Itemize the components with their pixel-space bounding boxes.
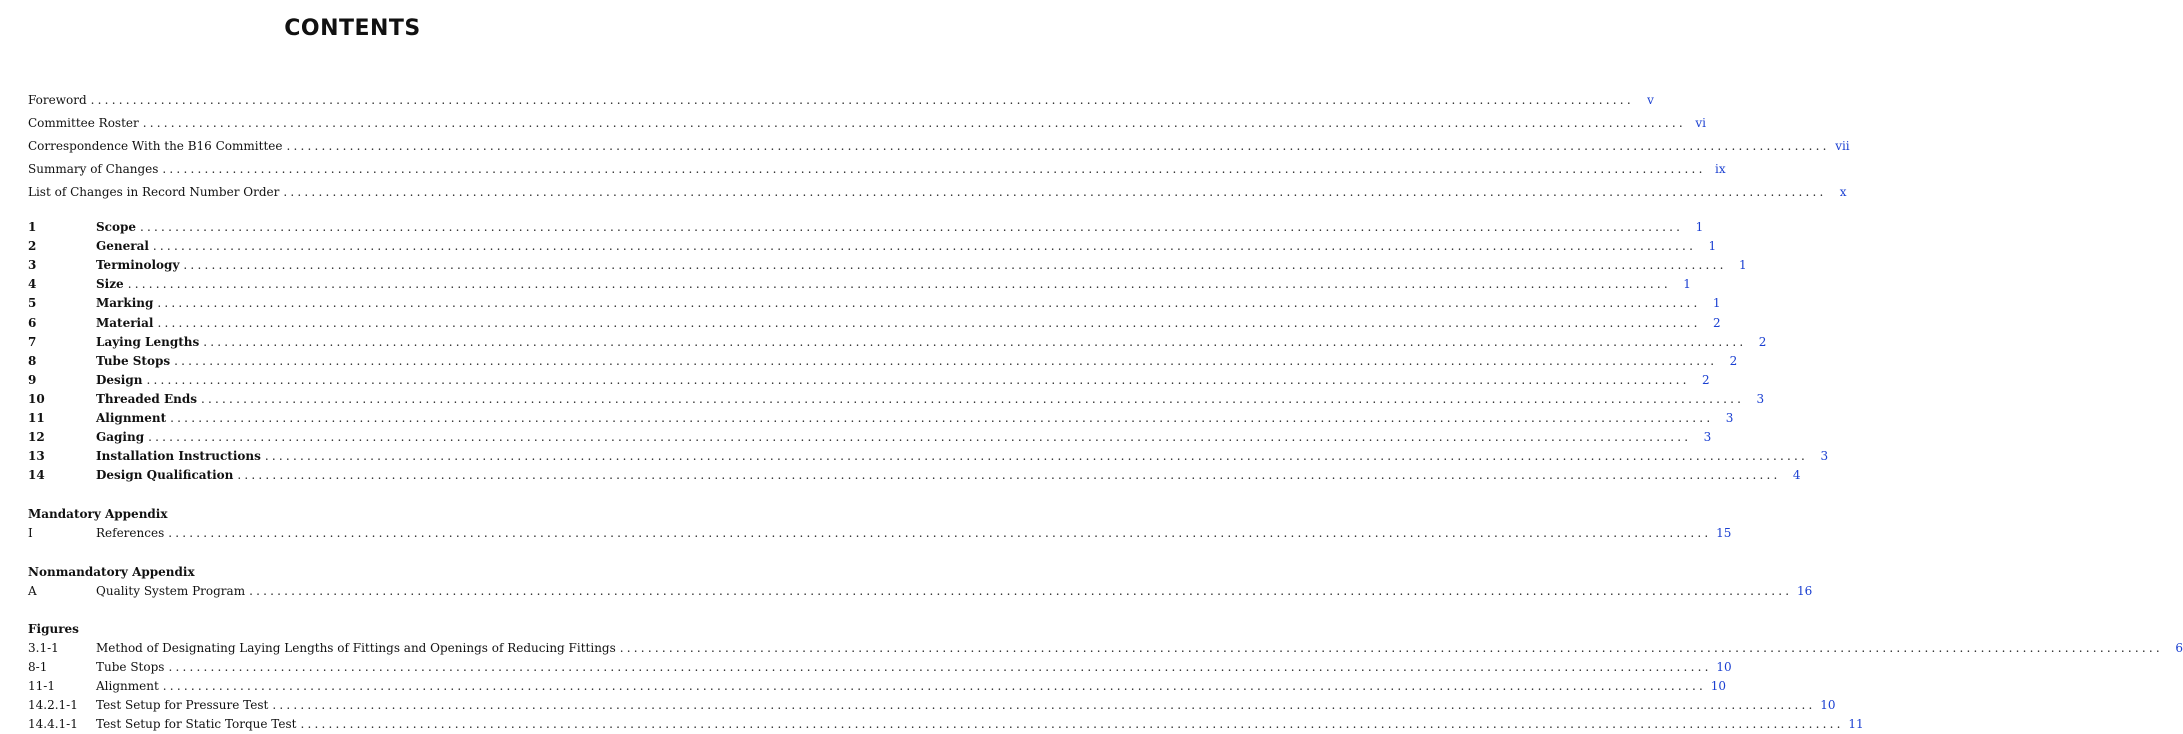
page-number-link[interactable]: 3 <box>1820 449 1829 464</box>
dot-leader: ............................................................................................................................................................................................................................ <box>162 162 1706 176</box>
section-entry[interactable] <box>28 237 1717 256</box>
figure-entry[interactable] <box>28 696 1836 715</box>
dot-leader: ............................................................................................................................................................................................................................ <box>170 411 1714 425</box>
dot-leader: ............................................................................................................................................................................................................................ <box>272 698 1816 712</box>
entry-title[interactable]: General <box>96 239 149 254</box>
entry-title[interactable]: Tube Stops <box>96 353 171 368</box>
page-number-link[interactable]: 11 <box>1848 717 1864 731</box>
dot-leader: ............................................................................................................................................................................................................................ <box>183 258 1727 273</box>
page-number-link[interactable]: x <box>1839 185 1847 199</box>
entry-title[interactable]: Correspondence With the B16 Committee <box>28 139 283 153</box>
section-entry[interactable] <box>28 409 1734 428</box>
section-entry[interactable] <box>28 390 1765 409</box>
entry-number: 4 <box>28 277 37 292</box>
page-number-link[interactable]: vi <box>1695 116 1706 130</box>
entry-title[interactable]: Test Setup for Pressure Test <box>96 698 269 712</box>
section-entry[interactable] <box>28 275 1691 294</box>
figures-heading: Figures <box>28 622 79 636</box>
page-number-link[interactable]: 1 <box>1738 258 1747 273</box>
entry-title[interactable]: Scope <box>96 220 137 234</box>
front-matter-entry[interactable] <box>28 91 1654 110</box>
dot-leader: ............................................................................................................................................................................................................................ <box>249 584 1793 598</box>
section-entry[interactable] <box>28 447 1829 466</box>
entry-number: 9 <box>28 372 37 387</box>
section-entry[interactable] <box>28 314 1721 333</box>
dot-leader: ............................................................................................................................................................................................................................ <box>619 641 2163 655</box>
entry-number: 11 <box>28 411 45 425</box>
section-entry[interactable] <box>28 218 1704 237</box>
dot-leader: ............................................................................................................................................................................................................................ <box>157 296 1701 311</box>
entry-title[interactable]: Tube Stops <box>96 660 165 674</box>
entry-number: 13 <box>28 449 45 464</box>
section-entry[interactable] <box>28 428 1712 447</box>
section-entry[interactable] <box>28 256 1747 275</box>
entry-title[interactable]: Material <box>96 315 154 330</box>
entry-number: 2 <box>28 239 37 254</box>
entry-title[interactable]: Terminology <box>96 258 180 273</box>
entry-number: 11-1 <box>28 679 55 693</box>
page-number-link[interactable]: 3 <box>1725 411 1734 425</box>
entry-title[interactable]: Quality System Program <box>96 584 246 598</box>
entry-number: 8 <box>28 353 37 368</box>
mandatory-appendix-heading: Mandatory Appendix <box>28 507 168 521</box>
section-entry[interactable] <box>28 466 1801 485</box>
dot-leader: ............................................................................................................................................................................................................................ <box>127 277 1671 292</box>
entry-title[interactable]: Threaded Ends <box>96 391 197 406</box>
front-matter-entry[interactable] <box>28 137 1850 156</box>
entry-number: 14 <box>28 468 45 483</box>
section-entry[interactable] <box>28 371 1710 390</box>
figure-entry[interactable] <box>28 677 1726 696</box>
section-entry[interactable] <box>28 352 1738 371</box>
entry-title[interactable]: Alignment <box>96 679 159 693</box>
dot-leader: ............................................................................................................................................................................................................................ <box>283 185 1827 199</box>
page-number-link[interactable]: 15 <box>1716 526 1732 540</box>
page-number-link[interactable]: 1 <box>1695 220 1704 234</box>
dot-leader: ............................................................................................................................................................................................................................ <box>201 391 1745 406</box>
entry-number: 3 <box>28 258 37 273</box>
entry-number: 5 <box>28 296 37 311</box>
entry-number: 14.4.1-1 <box>28 717 78 731</box>
dot-leader: ............................................................................................................................................................................................................................ <box>300 717 1844 731</box>
entry-number: 3.1-1 <box>28 641 59 655</box>
appendix-entry[interactable] <box>28 582 1813 601</box>
page-number-link[interactable]: 1 <box>1708 239 1717 254</box>
dot-leader: ............................................................................................................................................................................................................................ <box>90 93 1634 107</box>
page-number-link[interactable]: 2 <box>1713 315 1721 330</box>
dot-leader: ............................................................................................................................................................................................................................ <box>148 430 1692 445</box>
entry-title[interactable]: Marking <box>96 296 154 311</box>
page-number-link[interactable]: 3 <box>1756 391 1765 406</box>
entry-title[interactable]: List of Changes in Record Number Order <box>28 185 280 199</box>
dot-leader: ............................................................................................................................................................................................................................ <box>174 353 1718 368</box>
page-number-link[interactable]: 2 <box>1729 353 1738 368</box>
front-matter-entry[interactable] <box>28 183 1847 202</box>
page-number-link[interactable]: vii <box>1835 139 1850 153</box>
nonmandatory-appendix-heading: Nonmandatory Appendix <box>28 565 195 579</box>
dot-leader: ............................................................................................................................................................................................................................ <box>203 334 1747 349</box>
entry-title[interactable]: Method of Designating Laying Lengths of Fittings and Openings of Reducing Fittings <box>96 641 616 655</box>
entry-number: 1 <box>28 220 37 234</box>
entry-title[interactable]: Test Setup for Static Torque Test <box>96 717 297 731</box>
page-number-link[interactable]: 2 <box>1702 372 1710 387</box>
dot-leader: ............................................................................................................................................................................................................................ <box>140 220 1684 234</box>
entry-title[interactable]: Foreword <box>28 93 87 107</box>
entry-number: 8-1 <box>28 660 48 674</box>
entry-number: 10 <box>28 391 45 406</box>
dot-leader: ............................................................................................................................................................................................................................ <box>162 679 1706 693</box>
entry-title[interactable]: Design <box>96 372 143 387</box>
entry-number: A <box>28 584 37 598</box>
dot-leader: ............................................................................................................................................................................................................................ <box>168 660 1712 674</box>
front-matter-entry[interactable] <box>28 114 1706 133</box>
page-number-link[interactable]: v <box>1647 93 1654 107</box>
entry-number: 12 <box>28 430 45 445</box>
page-number-link[interactable]: 6 <box>2175 641 2183 655</box>
front-matter-entry[interactable] <box>28 160 1726 179</box>
page-number-link[interactable]: 10 <box>1820 698 1836 712</box>
dot-leader: ............................................................................................................................................................................................................................ <box>286 139 1830 153</box>
entry-title[interactable]: Gaging <box>96 430 145 445</box>
entry-title[interactable]: Installation Instructions <box>96 449 261 464</box>
entry-number: 6 <box>28 315 37 330</box>
page-number-link[interactable]: ix <box>1714 162 1726 176</box>
dot-leader: ............................................................................................................................................................................................................................ <box>168 526 1712 540</box>
page-number-link[interactable]: 16 <box>1796 584 1813 598</box>
page-number-link[interactable]: 10 <box>1710 679 1726 693</box>
entry-title[interactable]: Design Qualification <box>96 468 234 483</box>
entry-title[interactable]: Laying Lengths <box>96 334 200 349</box>
figure-entry[interactable] <box>28 658 1732 677</box>
entry-title[interactable]: References <box>96 526 165 540</box>
dot-leader: ............................................................................................................................................................................................................................ <box>157 315 1701 330</box>
figure-entry[interactable] <box>28 639 2183 658</box>
entry-number: 7 <box>28 334 37 349</box>
dot-leader: ............................................................................................................................................................................................................................ <box>237 468 1781 483</box>
entry-title[interactable]: Committee Roster <box>28 116 139 130</box>
page-number-link[interactable]: 1 <box>1712 296 1721 311</box>
entry-number: 14.2.1-1 <box>28 698 78 712</box>
figure-entry[interactable] <box>28 715 1864 734</box>
entry-title[interactable]: Summary of Changes <box>28 162 159 176</box>
page-number-link[interactable]: 1 <box>1683 277 1691 292</box>
dot-leader: ............................................................................................................................................................................................................................ <box>152 239 1697 254</box>
page-number-link[interactable]: 4 <box>1792 468 1801 483</box>
dot-leader: ............................................................................................................................................................................................................................ <box>146 372 1690 387</box>
entry-title[interactable]: Size <box>96 277 124 292</box>
dot-leader: ............................................................................................................................................................................................................................ <box>264 449 1809 464</box>
page-title: CONTENTS <box>284 16 421 41</box>
section-entry[interactable] <box>28 333 1767 352</box>
page-number-link[interactable]: 10 <box>1716 660 1732 674</box>
section-entry[interactable] <box>28 294 1721 313</box>
entry-number: I <box>28 526 33 540</box>
appendix-entry[interactable] <box>28 524 1732 543</box>
entry-title[interactable]: Alignment <box>96 411 167 425</box>
page-number-link[interactable]: 3 <box>1703 430 1712 445</box>
page-number-link[interactable]: 2 <box>1758 334 1767 349</box>
dot-leader: ............................................................................................................................................................................................................................ <box>142 116 1686 130</box>
